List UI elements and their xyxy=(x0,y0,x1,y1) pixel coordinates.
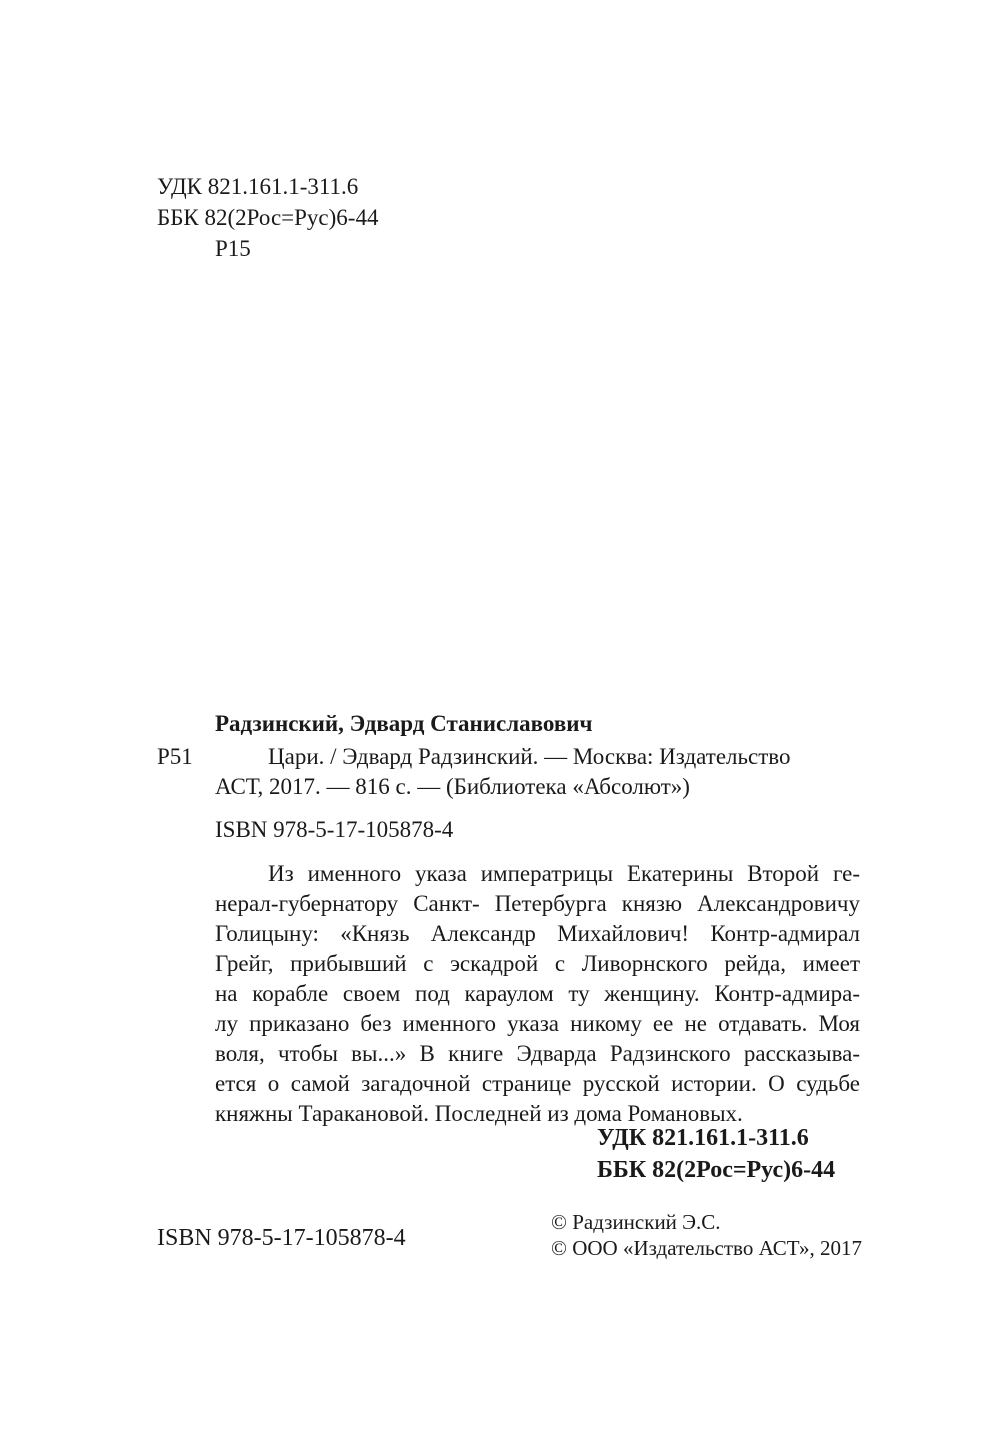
author-mark: Р51 xyxy=(157,744,193,769)
abstract-line: воля, чтобы вы...» В книге Эдварда Радзинского рассказыва- xyxy=(215,1041,860,1066)
abstract-line: ется о самой загадочной странице русской истории. О судьбе xyxy=(215,1071,860,1096)
bibliographic-description-line-1: Цари. / Эдвард Радзинский. — Москва: Издательство xyxy=(268,744,791,769)
abstract-line: Грейг, прибывший с эскадрой с Ливорнского рейда, имеет xyxy=(215,951,860,976)
abstract-line: княжны Таракановой. Последней из дома Романовых. xyxy=(215,1101,743,1126)
isbn-footer: ISBN 978-5-17-105878-4 xyxy=(157,1225,406,1251)
abstract-line: нерал-губернатору Санкт- Петербурга князю Александровичу xyxy=(215,891,860,916)
book-abstract xyxy=(215,859,860,1129)
author-heading: Радзинский, Эдвард Станиславович xyxy=(215,711,593,736)
abstract-line: на корабле своем под караулом ту женщину. Контр-адмира- xyxy=(215,981,860,1006)
udk-code-top: УДК 821.161.1-311.6 xyxy=(157,174,359,199)
udk-code-bold: УДК 821.161.1-311.6 xyxy=(597,1125,809,1151)
copyright-publisher: © ООО «Издательство АСТ», 2017 xyxy=(551,1236,862,1260)
bibliographic-description-line-2: АСТ, 2017. — 816 с. — (Библиотека «Абсолют») xyxy=(215,774,690,799)
abstract-line: Из именного указа императрицы Екатерины Второй ге- xyxy=(268,861,860,886)
bbk-code-bold: ББК 82(2Рос=Рус)6-44 xyxy=(597,1157,836,1183)
abstract-line: лу приказано без именного указа никому ее не отдавать. Моя xyxy=(215,1011,860,1036)
bbk-code-top: ББК 82(2Рос=Рус)6-44 xyxy=(157,205,379,230)
catalog-isbn: ISBN 978-5-17-105878-4 xyxy=(215,817,454,842)
abstract-line: Голицыну: «Князь Александр Михайлович! Контр-адмирал xyxy=(215,921,860,946)
copyright-author: © Радзинский Э.С. xyxy=(551,1210,721,1234)
author-mark-top: Р15 xyxy=(215,236,251,261)
